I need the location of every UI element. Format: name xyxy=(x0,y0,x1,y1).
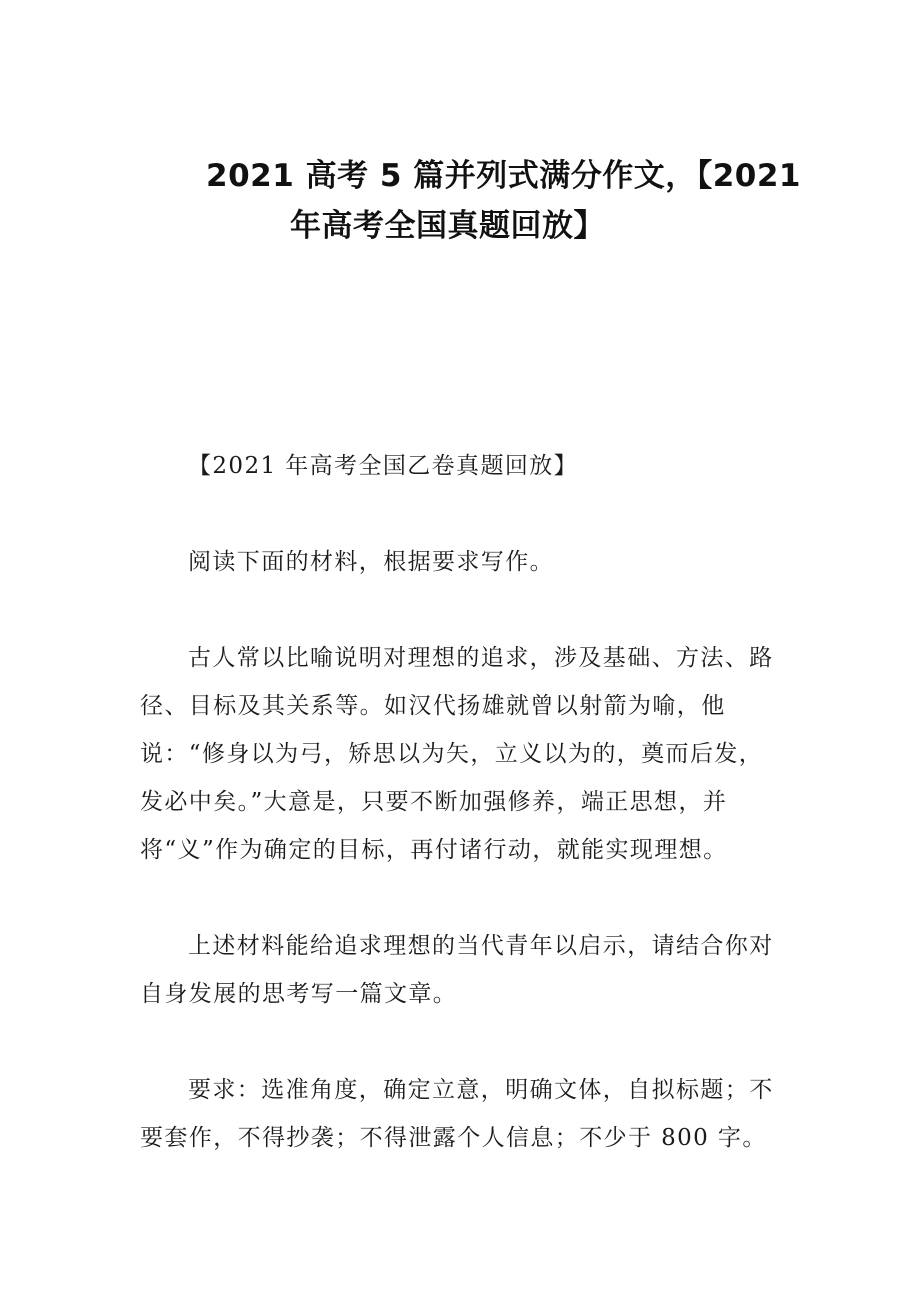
material-text: 古人常以比喻说明对理想的追求，涉及基础、方法、路径、目标及其关系等。如汉代扬雄就曾以射箭为喻，他说：“修身以为弓，矫思以为矢，立义以为的，奠而后发，发必中矣。”大意是，只要不断加强修养，端正思想，并将“义”作为确定的目标，再付诸行动，就能实现理想。 xyxy=(140,645,774,863)
requirements-paragraph xyxy=(140,1066,780,1162)
section-heading-text: 【2021 年高考全国乙卷真题回放】 xyxy=(188,453,579,479)
title-line-1: 2021 高考 5 篇并列式满分作文，【2021 xyxy=(206,158,802,194)
material-paragraph xyxy=(140,634,780,874)
section-heading xyxy=(188,442,828,490)
intro-paragraph xyxy=(140,538,780,586)
prompt-text: 上述材料能给追求理想的当代青年以启示，请结合你对自身发展的思考写一篇文章。 xyxy=(140,933,774,1007)
prompt-paragraph xyxy=(140,922,780,1018)
intro-text: 阅读下面的材料，根据要求写作。 xyxy=(188,549,554,575)
title-line-2: 年高考全国真题回放】 xyxy=(290,208,605,244)
requirements-text: 要求：选准角度，确定立意，明确文体，自拟标题；不要套作，不得抄袭；不得泄露个人信息；不少于 800 字。 xyxy=(140,1077,774,1151)
